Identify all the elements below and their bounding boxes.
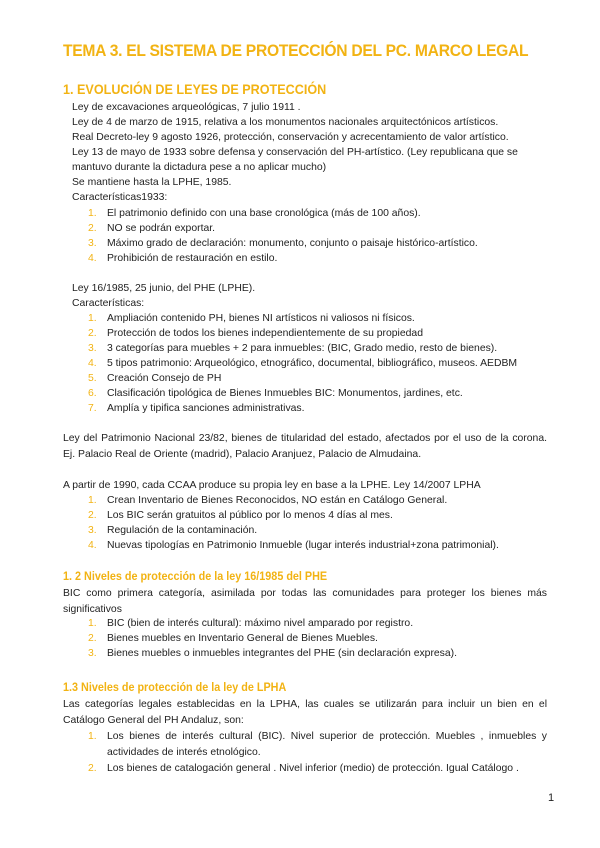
list-text: Nuevas tipologías en Patrimonio Inmueble (lugar interés industrial+zona patrimonial).	[107, 540, 499, 551]
list-number: 3.	[88, 648, 97, 659]
list-text: Bienes muebles en Inventario General de Bienes Muebles.	[107, 633, 378, 644]
list-number: 2.	[88, 223, 97, 234]
list-text: 3 categorías para muebles + 2 para inmuebles: (BIC, Grado medio, resto de bienes).	[107, 343, 498, 354]
list-text: Amplía y tipifica sanciones administrativas.	[107, 403, 305, 414]
list-item	[88, 221, 216, 236]
section-1-3-heading: 1.3 Niveles de protección de la ley de LPHA	[63, 680, 287, 694]
document-title: TEMA 3. EL SISTEMA DE PROTECCIÓN DEL PC. MARCO LEGAL	[63, 41, 529, 60]
list-text: Clasificación tipológica de Bienes Inmuebles BIC: Monumentos, jardines, etc.	[107, 388, 463, 399]
list-number: 1.	[88, 208, 97, 219]
text-line: Ley 13 de mayo de 1933 sobre defensa y conservación del PH-artístico. (Ley republicana que se	[72, 147, 518, 158]
list-item	[88, 341, 498, 356]
list-text: Los bienes de catalogación general . Nivel inferior (medio) de protección. Igual Catálogo .	[107, 763, 519, 774]
list-text: NO se podrán exportar.	[107, 223, 216, 234]
list-item	[88, 311, 415, 326]
list-text: Bienes muebles o inmuebles integrantes del PHE (sin declaración expresa).	[107, 648, 458, 659]
text-line: Ley de 4 de marzo de 1915, relativa a los monumentos nacionales arquitectónicos artísticos.	[72, 117, 499, 128]
list-text: Máximo grado de declaración: monumento, conjunto o paisaje histórico-artístico.	[107, 238, 478, 249]
list-item	[88, 206, 421, 221]
list-number: 4.	[88, 253, 97, 264]
list-text: Los bienes de interés cultural (BIC). Nivel superior de protección. Muebles , inmuebles y actividades de interés etnológico.	[107, 731, 547, 758]
list-number: 1.	[88, 495, 97, 506]
list-number: 2.	[88, 510, 97, 521]
list-number: 7.	[88, 403, 97, 414]
list-number: 3.	[88, 343, 97, 354]
text-line: Se mantiene hasta la LPHE, 1985.	[72, 177, 232, 188]
list-item	[88, 616, 414, 631]
list-text: Ampliación contenido PH, bienes NI artísticos ni valiosos ni físicos.	[107, 313, 415, 324]
text-line: Ley de excavaciones arqueológicas, 7 julio 1911 .	[72, 102, 301, 113]
list-text: El patrimonio definido con una base cronológica (más de 100 años).	[107, 208, 421, 219]
patrimonio-nacional-paragraph: Ley del Patrimonio Nacional 23/82, bienes de titularidad del estado, afectados por el uso de la corona. Ej. Palacio Real de Oriente (madrid), Palacio Aranjuez, Palacio de Almudaina.	[63, 433, 547, 460]
list-number: 4.	[88, 540, 97, 551]
text-line: Ley 16/1985, 25 junio, del PHE (LPHE).	[72, 283, 256, 294]
list-number: 2.	[88, 763, 97, 774]
list-item	[88, 729, 547, 761]
list-number: 3.	[88, 238, 97, 249]
page-number: 1	[548, 792, 555, 804]
list-number: 1.	[88, 731, 97, 742]
text-line: A partir de 1990, cada CCAA produce su propia ley en base a la LPHE. Ley 14/2007 LPHA	[63, 480, 481, 491]
section-1-heading: 1. EVOLUCIÓN DE LEYES DE PROTECCIÓN	[63, 81, 327, 97]
list-number: 4.	[88, 358, 97, 369]
list-number: 2.	[88, 633, 97, 644]
list-number: 5.	[88, 373, 97, 384]
list-item	[88, 646, 458, 661]
list-item	[88, 538, 499, 553]
text-line: Características:	[72, 298, 145, 309]
list-number: 1.	[88, 313, 97, 324]
list-text: Los BIC serán gratuitos al público por lo menos 4 días al mes.	[107, 510, 393, 521]
list-text: BIC (bien de interés cultural): máximo nivel amparado por registro.	[107, 618, 414, 629]
list-item	[88, 761, 519, 776]
section-1-2-intro: BIC como primera categoría, asimilada por todas las comunidades para proteger los bienes más significativos	[63, 588, 547, 615]
list-item	[88, 493, 448, 508]
list-text: Creación Consejo de PH	[107, 373, 222, 384]
list-item	[88, 326, 423, 341]
section-1-3-intro: Las categorías legales establecidas en la LPHA, las cuales se utilizarán para incluir un bien en el Catálogo General del PH Andaluz, son:	[63, 699, 547, 726]
list-item	[88, 371, 222, 386]
list-text: 5 tipos patrimonio: Arqueológico, etnográfico, documental, bibliográfico, museos. AEDBM	[107, 358, 518, 369]
list-text: Crean Inventario de Bienes Reconocidos, NO están en Catálogo General.	[107, 495, 448, 506]
text-line: mantuvo durante la dictadura pese a no aplicar mucho)	[72, 162, 327, 173]
list-number: 6.	[88, 388, 97, 399]
list-item	[88, 236, 478, 251]
list-number: 1.	[88, 618, 97, 629]
list-number: 3.	[88, 525, 97, 536]
list-item	[88, 251, 278, 266]
list-text: Protección de todos los bienes independientemente de su propiedad	[107, 328, 423, 339]
list-text: Regulación de la contaminación.	[107, 525, 258, 536]
list-text: Prohibición de restauración en estilo.	[107, 253, 278, 264]
list-item	[88, 386, 463, 401]
list-item	[88, 631, 378, 646]
text-line: Real Decreto-ley 9 agosto 1926, protección, conservación y acrecentamiento de valor artístico.	[72, 132, 509, 143]
list-item	[88, 401, 305, 416]
list-number: 2.	[88, 328, 97, 339]
text-line: Características1933:	[72, 192, 168, 203]
list-item	[88, 508, 393, 523]
section-1-2-heading: 1. 2 Niveles de protección de la ley 16/1985 del PHE	[63, 569, 328, 583]
list-item	[88, 523, 258, 538]
list-item	[88, 356, 518, 371]
